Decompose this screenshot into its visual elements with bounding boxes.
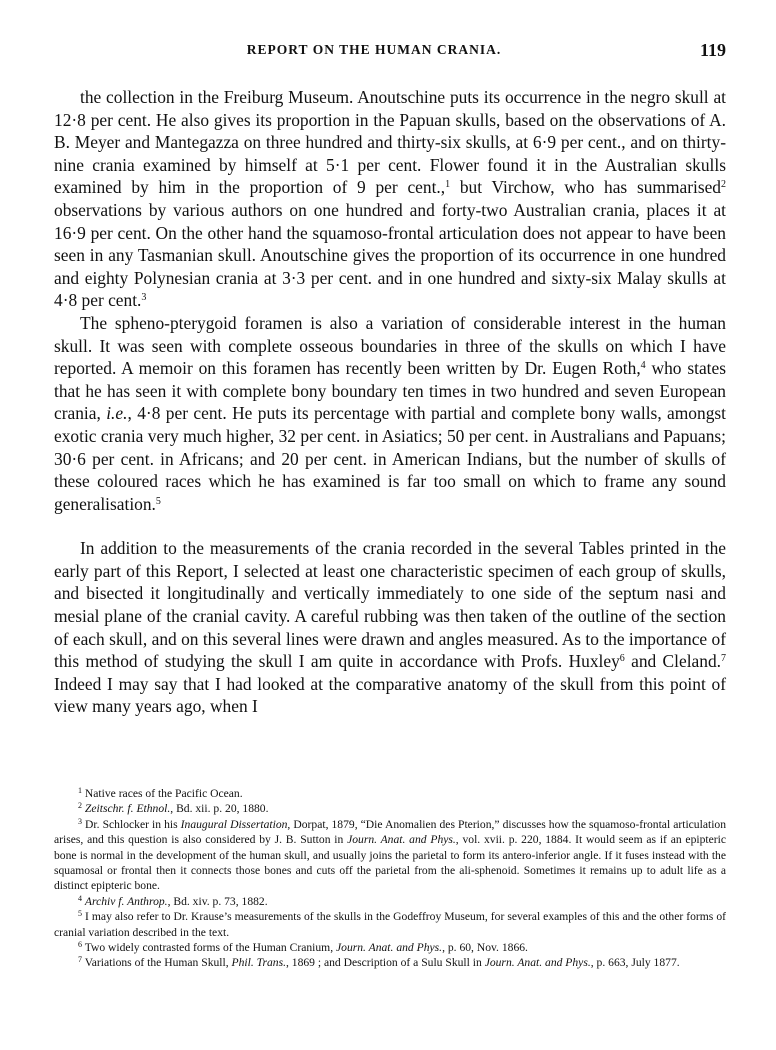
- footnote-4: [54, 894, 726, 909]
- text-run: , 1869 ; and Description of a Sulu Skull in: [285, 956, 485, 970]
- text-run: In addition to the measurements of the crania recorded in the several Tables printed in the early part of this Report, I selected at least one characteristic specimen of each group of skulls, and bisected it longitudinally and vertically immediately to one side of the septum nasi and mesial plane of the cranial cavity. A careful rubbing was then taken of the outline of the section of each skull, and on this several lines were drawn and angles measured. As to the importance of this method of studying the skull I am quite in accordance with Profs. Huxley: [54, 538, 726, 672]
- text-run: , vol. xvii. p. 220, 1884. It would seem as if an epipteric bone is normal in the development of the human skull, and usually joins the parietal to form its antero-inferior angle. If it fuses instead with the squamosal or frontal then it connects those bones and cuts off the parietal from the ali-sphenoid. Sometimes it remains up to adult life as a distinct epipteric bone.: [54, 833, 726, 893]
- footnote-5: [54, 909, 726, 940]
- paragraph-pterion-statistics: [54, 86, 726, 312]
- footnote-reference: 2: [78, 801, 82, 811]
- footnote-reference: 1: [445, 179, 451, 191]
- text-run: , Dorpat, 1879, “Die Anomalien des Pterion,” discusses how the squamoso-frontal articulation arises, and this question is also considered by J. B. Sutton in: [54, 817, 727, 847]
- paragraph-cranial-sections: [54, 537, 726, 718]
- footnote-reference: 4: [78, 893, 82, 903]
- text-run: Variations of the Human Skull,: [82, 956, 232, 970]
- text-run: Journ. Anat. and Phys.: [336, 941, 443, 955]
- text-run: , 4·8 per cent. He puts its percentage with partial and complete bony walls, amongst exotic crania very much higher, 32 per cent. in Asiatics; 50 per cent. in Australians and Papuans; 30·6 per cent. in Africans; and 20 per cent. in American Indians, but the number of skulls of these coloured races which he has examined is far too small on which to frame any sound generalisation.: [54, 403, 726, 514]
- footnotes: [54, 786, 726, 971]
- footnote-6: [54, 940, 726, 955]
- text-run: i.e.: [106, 403, 128, 424]
- text-run: Journ. Anat. and Phys.: [484, 956, 591, 970]
- text-run: , Bd. xii. p. 20, 1880.: [170, 802, 269, 816]
- text-run: but Virchow, who has summarised: [450, 177, 721, 198]
- footnote-3: [54, 817, 726, 894]
- text-run: the collection in the Freiburg Museum. Anoutschine puts its occurrence in the negro skull at 12·8 per cent. He also gives its proportion in the Papuan skulls, based on the observations of A. B. Meyer and Mantegazza on three hundred and thirty-six skulls, at 6·9 per cent., and on thirty-nine crania examined by himself at 5·1 per cent. Flower found it in the Australian skulls examined by him in the proportion of 9 per cent.,: [54, 87, 726, 198]
- footnote-2: [54, 801, 726, 816]
- footnote-reference: 7: [721, 653, 726, 665]
- text-run: Native races of the Pacific Ocean.: [82, 787, 243, 800]
- footnote-reference: 5: [155, 495, 161, 507]
- running-head: [54, 40, 726, 70]
- footnote-reference: 6: [619, 653, 625, 665]
- text-run: Archiv f. Anthrop.: [84, 894, 168, 908]
- footnote-reference: 4: [640, 360, 646, 372]
- text-run: Indeed I may say that I had looked at the comparative anatomy of the skull from this point of view many years ago, when I: [54, 673, 726, 717]
- paragraph-spheno-pterygoid-foramen: [54, 312, 726, 515]
- text-run: observations by various authors on one hundred and forty-two Australian crania, places it at 16·9 per cent. On the other hand the squamoso-frontal articulation does not appear to have been seen in any Tasmanian skull. Anoutschine gives the proportion of its occurrence in one hundred and eighty Polynesian crania at 3·3 per cent. and in one hundred and sixty-six Malay skulls at 4·8 per cent.: [54, 199, 726, 311]
- text-run: Phil. Trans.: [231, 956, 286, 970]
- footnote-reference: 3: [78, 816, 82, 826]
- running-title: REPORT ON THE HUMAN CRANIA.: [246, 42, 502, 57]
- text-run: , Bd. xiv. p. 73, 1882.: [167, 894, 268, 908]
- footnote-reference: 7: [78, 955, 82, 965]
- footnote-reference: 1: [78, 786, 82, 795]
- text-run: Two widely contrasted forms of the Human Cranium,: [82, 941, 336, 955]
- footnote-reference: 3: [141, 292, 147, 304]
- page-number: 119: [699, 40, 726, 60]
- text-run: , p. 663, July 1877.: [590, 956, 680, 970]
- text-run: Zeitschr. f. Ethnol.: [84, 802, 171, 816]
- text-run: and Cleland.: [624, 651, 721, 672]
- text-run: Dr. Schlocker in his: [82, 817, 181, 831]
- text-run: , p. 60, Nov. 1866.: [442, 941, 528, 955]
- footnote-reference: 6: [78, 940, 82, 950]
- text-run: I may also refer to Dr. Krause’s measurements of the skulls in the Godeffroy Museum, for several examples of this and the other forms of cranial variation described in the text.: [54, 910, 726, 939]
- text-run: The spheno-pterygoid foramen is also a variation of considerable interest in the human skull. It was seen with complete osseous boundaries in three of the skulls on which I have reported. A memoir on this foramen has recently been written by Dr. Eugen Roth,: [54, 312, 726, 379]
- footnote-1: [54, 786, 726, 801]
- text-run: who states that he has seen it with complete bony boundary ten times in two hundred and seven European crania,: [54, 358, 726, 424]
- text-run: Journ. Anat. and Phys.: [347, 833, 456, 847]
- footnote-reference: 2: [721, 179, 726, 191]
- text-run: Inaugural Dissertation: [180, 817, 288, 831]
- footnote-7: [54, 955, 726, 970]
- body-text: [54, 86, 726, 718]
- footnote-reference: 5: [78, 909, 82, 919]
